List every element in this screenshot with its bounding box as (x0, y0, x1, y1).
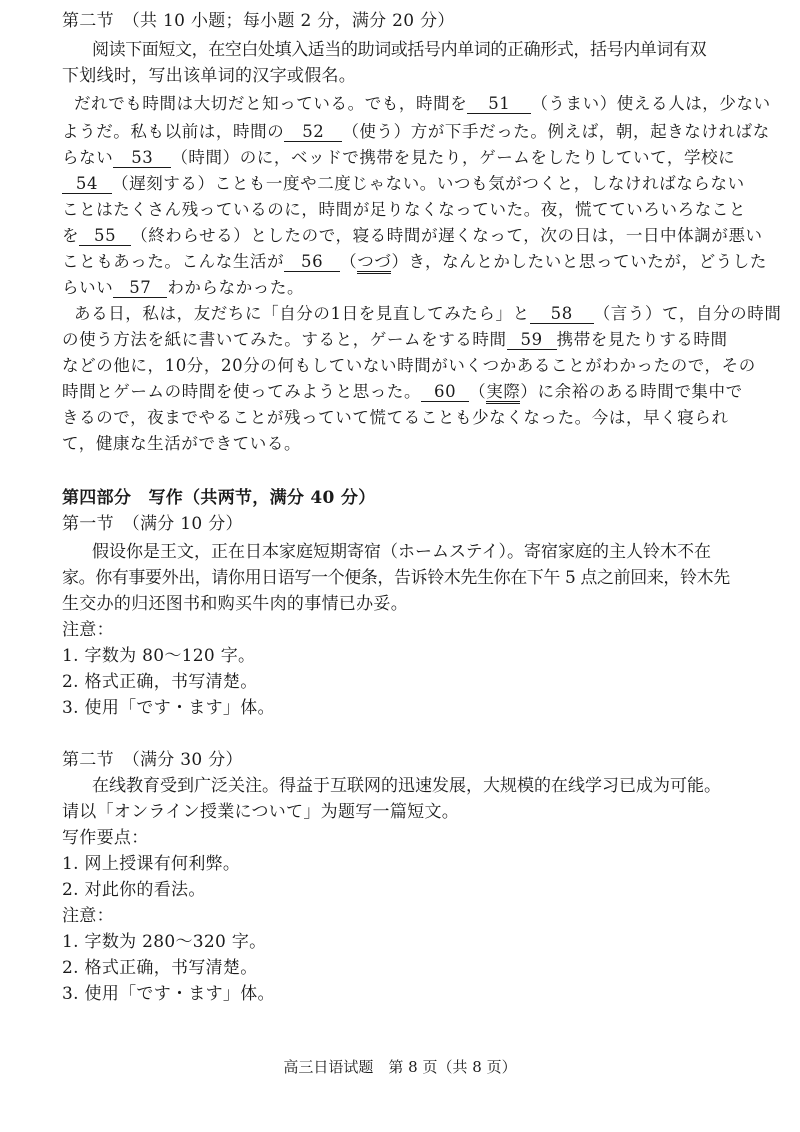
blank-52[interactable]: 52 (284, 123, 342, 142)
instruction-line: 阅读下面短文，在空白处填入适当的助词或括号内单词的正确形式，括号内单词有双 (92, 40, 707, 60)
passage-line: の使う方法を紙に書いてみた。すると，ゲームをする時間 59 携帯を見たりする時間 (62, 330, 728, 349)
point-item: 2. 对此你的看法。 (62, 880, 206, 900)
point-item: 1. 网上授课有何利弊。 (62, 854, 241, 874)
prompt-line: 生交办的归还图书和购买牛肉的事情已办妥。 (62, 594, 408, 614)
blank-51[interactable]: 51 (467, 95, 531, 114)
section-header: 第二节 （共 10 小题；每小题 2 分，满分 20 分） (62, 11, 455, 31)
blank-57[interactable]: 57 (113, 279, 167, 298)
blank-58[interactable]: 58 (530, 305, 594, 324)
blank-56[interactable]: 56 (284, 253, 340, 272)
instruction-line: 下划线时，写出该单词的汉字或假名。 (62, 66, 357, 86)
prompt-line: 家。你有事要外出，请你用日语写一个便条，告诉铃木先生你在下午 5 点之前回来，铃木先 (62, 568, 730, 588)
passage-line: らない 53 （時間）のに，ベッドで携帯を見たり，ゲームをしたりしていて，学校に (62, 148, 736, 167)
passage-line: 54 （遅刻する）ことも一度や二度じゃない。いつも気がつくと，しなければならない (62, 174, 762, 194)
passage-line: らいい 57 わからなかった。 (62, 278, 305, 297)
blank-53[interactable]: 53 (113, 149, 171, 168)
note-item: 3. 使用「です・ます」体。 (62, 984, 275, 1004)
passage-line: を 55 （終わらせる）としたので，寝る時間が遅くなって，次の日は，一日中体調が悪い (62, 226, 763, 245)
prompt-line: 在线教育受到广泛关注。得益于互联网的迅速发展，大规模的在线学习已成为可能。 (92, 776, 721, 796)
note-label: 注意： (62, 620, 114, 640)
note-item: 1. 字数为 80～120 字。 (62, 646, 256, 666)
note-label: 注意： (62, 906, 114, 926)
section-header: 第二节 （满分 30 分） (62, 750, 243, 770)
passage-line: ようだ。私も以前は，時間の 52 （使う）方が下手だった。例えば，朝，起きなければな (62, 122, 770, 141)
blank-55[interactable]: 55 (79, 227, 131, 246)
passage-line: て，健康な生活ができている。 (62, 434, 302, 453)
passage-line: などの他に，10分，20分の何もしていない時間がいくつかあることがわかったので，その (62, 356, 756, 375)
prompt-line: 请以「オンライン授業について」为题写一篇短文。 (62, 802, 460, 822)
part-header: 第四部分 写作（共两节，满分 40 分） (62, 488, 376, 508)
page-footer: 高三日语试题 第 8 页（共 8 页） (283, 1058, 517, 1076)
note-item: 3. 使用「です・ます」体。 (62, 698, 275, 718)
prompt-line: 假设你是王文，正在日本家庭短期寄宿（ホームステイ）。寄宿家庭的主人铃木不在 (92, 542, 711, 562)
passage-line: こともあった。こんな生活が 56 （つづ）き，なんとかしたいと思っていたが，どうした (62, 252, 762, 272)
passage-line: きるので，夜までやることが残っていて慌てることも少なくなった。今は，早く寝られ (62, 408, 729, 427)
passage-line: だれでも時間は大切だと知っている。でも，時間を 51 （うまい）使える人は，少ない (74, 94, 771, 113)
points-label: 写作要点： (62, 828, 149, 848)
double-underlined-word: 実際 (486, 382, 520, 404)
blank-59[interactable]: 59 (507, 331, 557, 350)
passage-line: ある日，私は，友だちに「自分の1日を見直してみたら」と 58 （言う）て，自分の時間 (74, 304, 782, 323)
note-item: 1. 字数为 280～320 字。 (62, 932, 267, 952)
note-item: 2. 格式正确，书写清楚。 (62, 672, 258, 692)
blank-54[interactable]: 54 (62, 175, 112, 194)
blank-60[interactable]: 60 (421, 383, 469, 402)
passage-line: 時間とゲームの時間を使ってみようと思った。 60 （実際）に余裕のある時間で集中で (62, 382, 762, 402)
double-underlined-word: つづ (357, 252, 391, 274)
section-header: 第一节 （满分 10 分） (62, 514, 243, 534)
note-item: 2. 格式正确，书写清楚。 (62, 958, 258, 978)
passage-line: ことはたくさん残っているのに，時間が足りなくなっていた。夜，慌てていろいろなこと (62, 200, 746, 219)
